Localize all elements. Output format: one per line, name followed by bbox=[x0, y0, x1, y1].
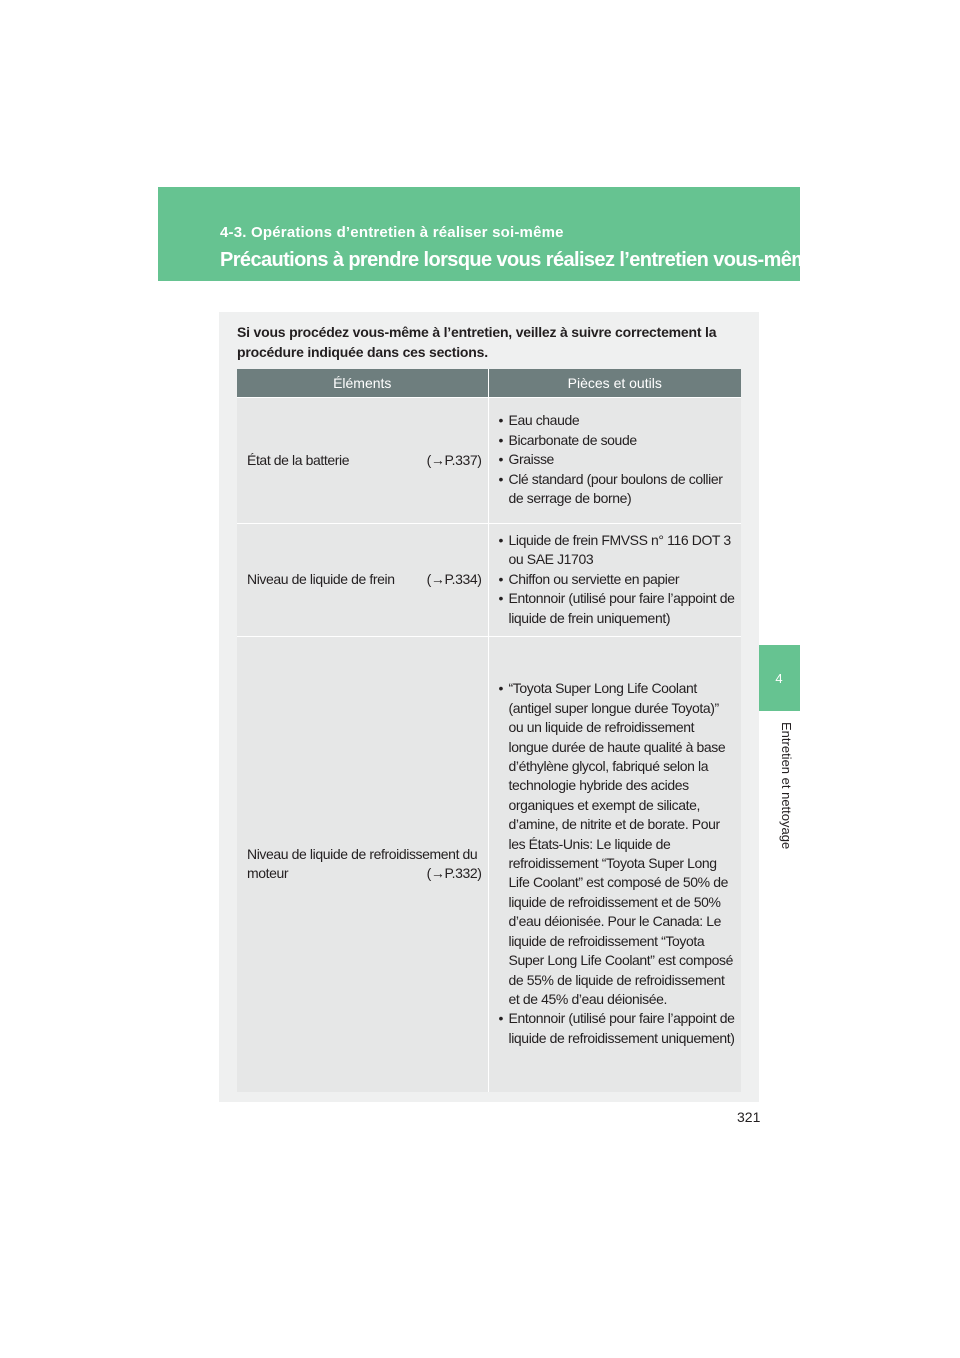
item-label: Niveau de liquide de frein bbox=[247, 571, 395, 588]
list-item: • Graisse bbox=[499, 450, 738, 469]
maintenance-table bbox=[237, 369, 741, 1092]
column-header-tools: Pièces et outils bbox=[488, 369, 741, 398]
tools-list bbox=[499, 411, 738, 508]
list-item: • Clé standard (pour boulons de collier de serrage de borne) bbox=[499, 470, 738, 509]
table-row bbox=[237, 524, 741, 637]
tools-cell bbox=[488, 524, 741, 637]
page-reference[interactable]: (→P.337) bbox=[426, 451, 482, 468]
chapter-header-band bbox=[158, 187, 819, 281]
maintenance-panel bbox=[219, 312, 759, 1102]
chapter-tab[interactable] bbox=[758, 645, 800, 711]
list-item: • Bicarbonate de soude bbox=[499, 431, 738, 450]
page-heading: Précautions à prendre lorsque vous réalisez l’entretien vous-même bbox=[220, 249, 819, 271]
list-item: • Chiffon ou serviette en papier bbox=[499, 570, 738, 589]
tools-list bbox=[499, 531, 738, 628]
column-header-items: Éléments bbox=[237, 369, 488, 398]
list-item: • Entonnoir (utilisé pour faire l’appoint de liquide de frein uniquement) bbox=[499, 589, 738, 628]
item-label: Niveau de liquide de refroidissement du moteur bbox=[247, 845, 478, 882]
tools-list bbox=[499, 679, 738, 1048]
item-cell bbox=[237, 524, 488, 637]
list-item: • Eau chaude bbox=[499, 411, 738, 430]
item-label: État de la batterie bbox=[247, 451, 350, 468]
tools-cell bbox=[488, 398, 741, 524]
list-item: • Liquide de frein FMVSS n° 116 DOT 3 ou SAE J1703 bbox=[499, 531, 738, 570]
list-item: • “Toyota Super Long Life Coolant (antigel super longue durée Toyota)” ou un liquide de refroidissement longue durée de haute qualité à base d’éthylène glycol, fabriqué selon la technologie hybride des acides organiques et exempt de silicate, d’amine, de nitrite et de borate. Pour les États-Unis: Le liquide de refroidissement “Toyota Super Long Life Coolant” est composé de 50% de liquide de refroidissement et de 50% d’eau déionisée. Pour le Canada: Le liquide de refroidissement “Toyota Super Long Life Coolant” est composé de 55% de liquide de refroidissement et de 45% d’eau déionisée. bbox=[499, 679, 738, 1009]
page-reference[interactable]: (→P.332) bbox=[426, 865, 482, 882]
page-number: 321 bbox=[737, 1109, 761, 1125]
chapter-tab-number: 4 bbox=[775, 670, 783, 686]
table-row bbox=[237, 637, 741, 1092]
intro-text: Si vous procédez vous-même à l’entretien, veillez à suivre correctement la procédure indiquée dans ces sections. bbox=[237, 324, 717, 360]
table-row bbox=[237, 398, 741, 524]
table-header-row bbox=[237, 369, 741, 398]
item-cell bbox=[237, 398, 488, 524]
chapter-tab-label: Entretien et nettoyage bbox=[779, 722, 794, 850]
list-item: • Entonnoir (utilisé pour faire l’appoint de liquide de refroidissement uniquement) bbox=[499, 1009, 738, 1048]
section-title: 4-3. Opérations d’entretien à réaliser soi-même bbox=[220, 224, 564, 241]
item-cell bbox=[237, 637, 488, 1092]
page-reference[interactable]: (→P.334) bbox=[426, 571, 482, 588]
tools-cell bbox=[488, 637, 741, 1092]
